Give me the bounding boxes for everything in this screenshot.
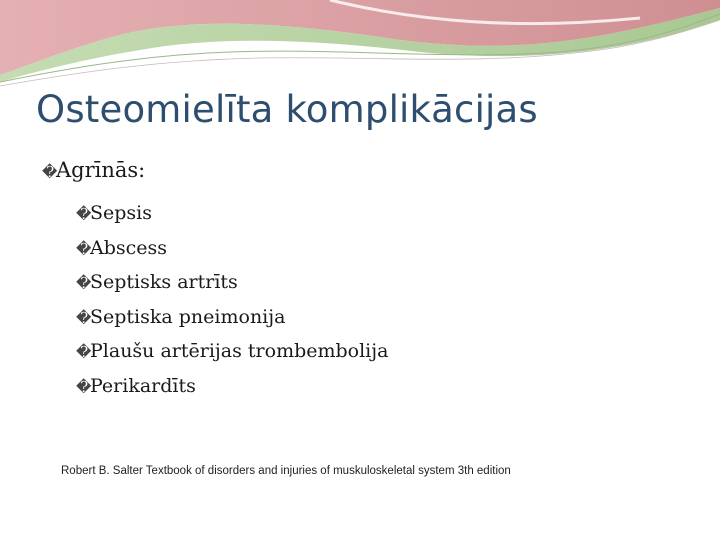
heading-item	[42, 158, 145, 182]
list-item-text: Septisks artrīts	[90, 271, 238, 294]
list-item-text: Plaušu artērijas trombembolija	[90, 340, 389, 363]
heading-text: Agrīnās:	[56, 158, 146, 182]
slide-title: Osteomielīta komplikācijas	[36, 88, 538, 131]
list-item-text: Perikardīts	[90, 374, 196, 397]
list-item	[76, 231, 388, 266]
decorative-header-swoosh	[0, 0, 720, 90]
bullet-glyph: �	[76, 308, 92, 327]
list-item-text: Sepsis	[90, 202, 153, 224]
bullet-glyph: �	[42, 163, 58, 181]
list-item	[76, 369, 388, 404]
bullet-glyph: �	[76, 205, 92, 223]
list-item	[76, 334, 388, 369]
list-item	[76, 196, 388, 231]
bullet-glyph: �	[76, 377, 92, 396]
bullet-glyph: �	[76, 239, 92, 258]
list-item	[76, 300, 388, 335]
list-item-text: Septiska pneimonija	[90, 305, 286, 328]
citation-text: Robert B. Salter Textbook of disorders and injuries of muskuloskeletal system 3th edition	[61, 465, 511, 477]
list-item-text: Abscess	[90, 236, 168, 259]
bullet-glyph: �	[76, 343, 92, 362]
bullet-glyph: �	[76, 274, 92, 293]
complication-list	[76, 196, 388, 404]
list-item	[76, 265, 388, 300]
